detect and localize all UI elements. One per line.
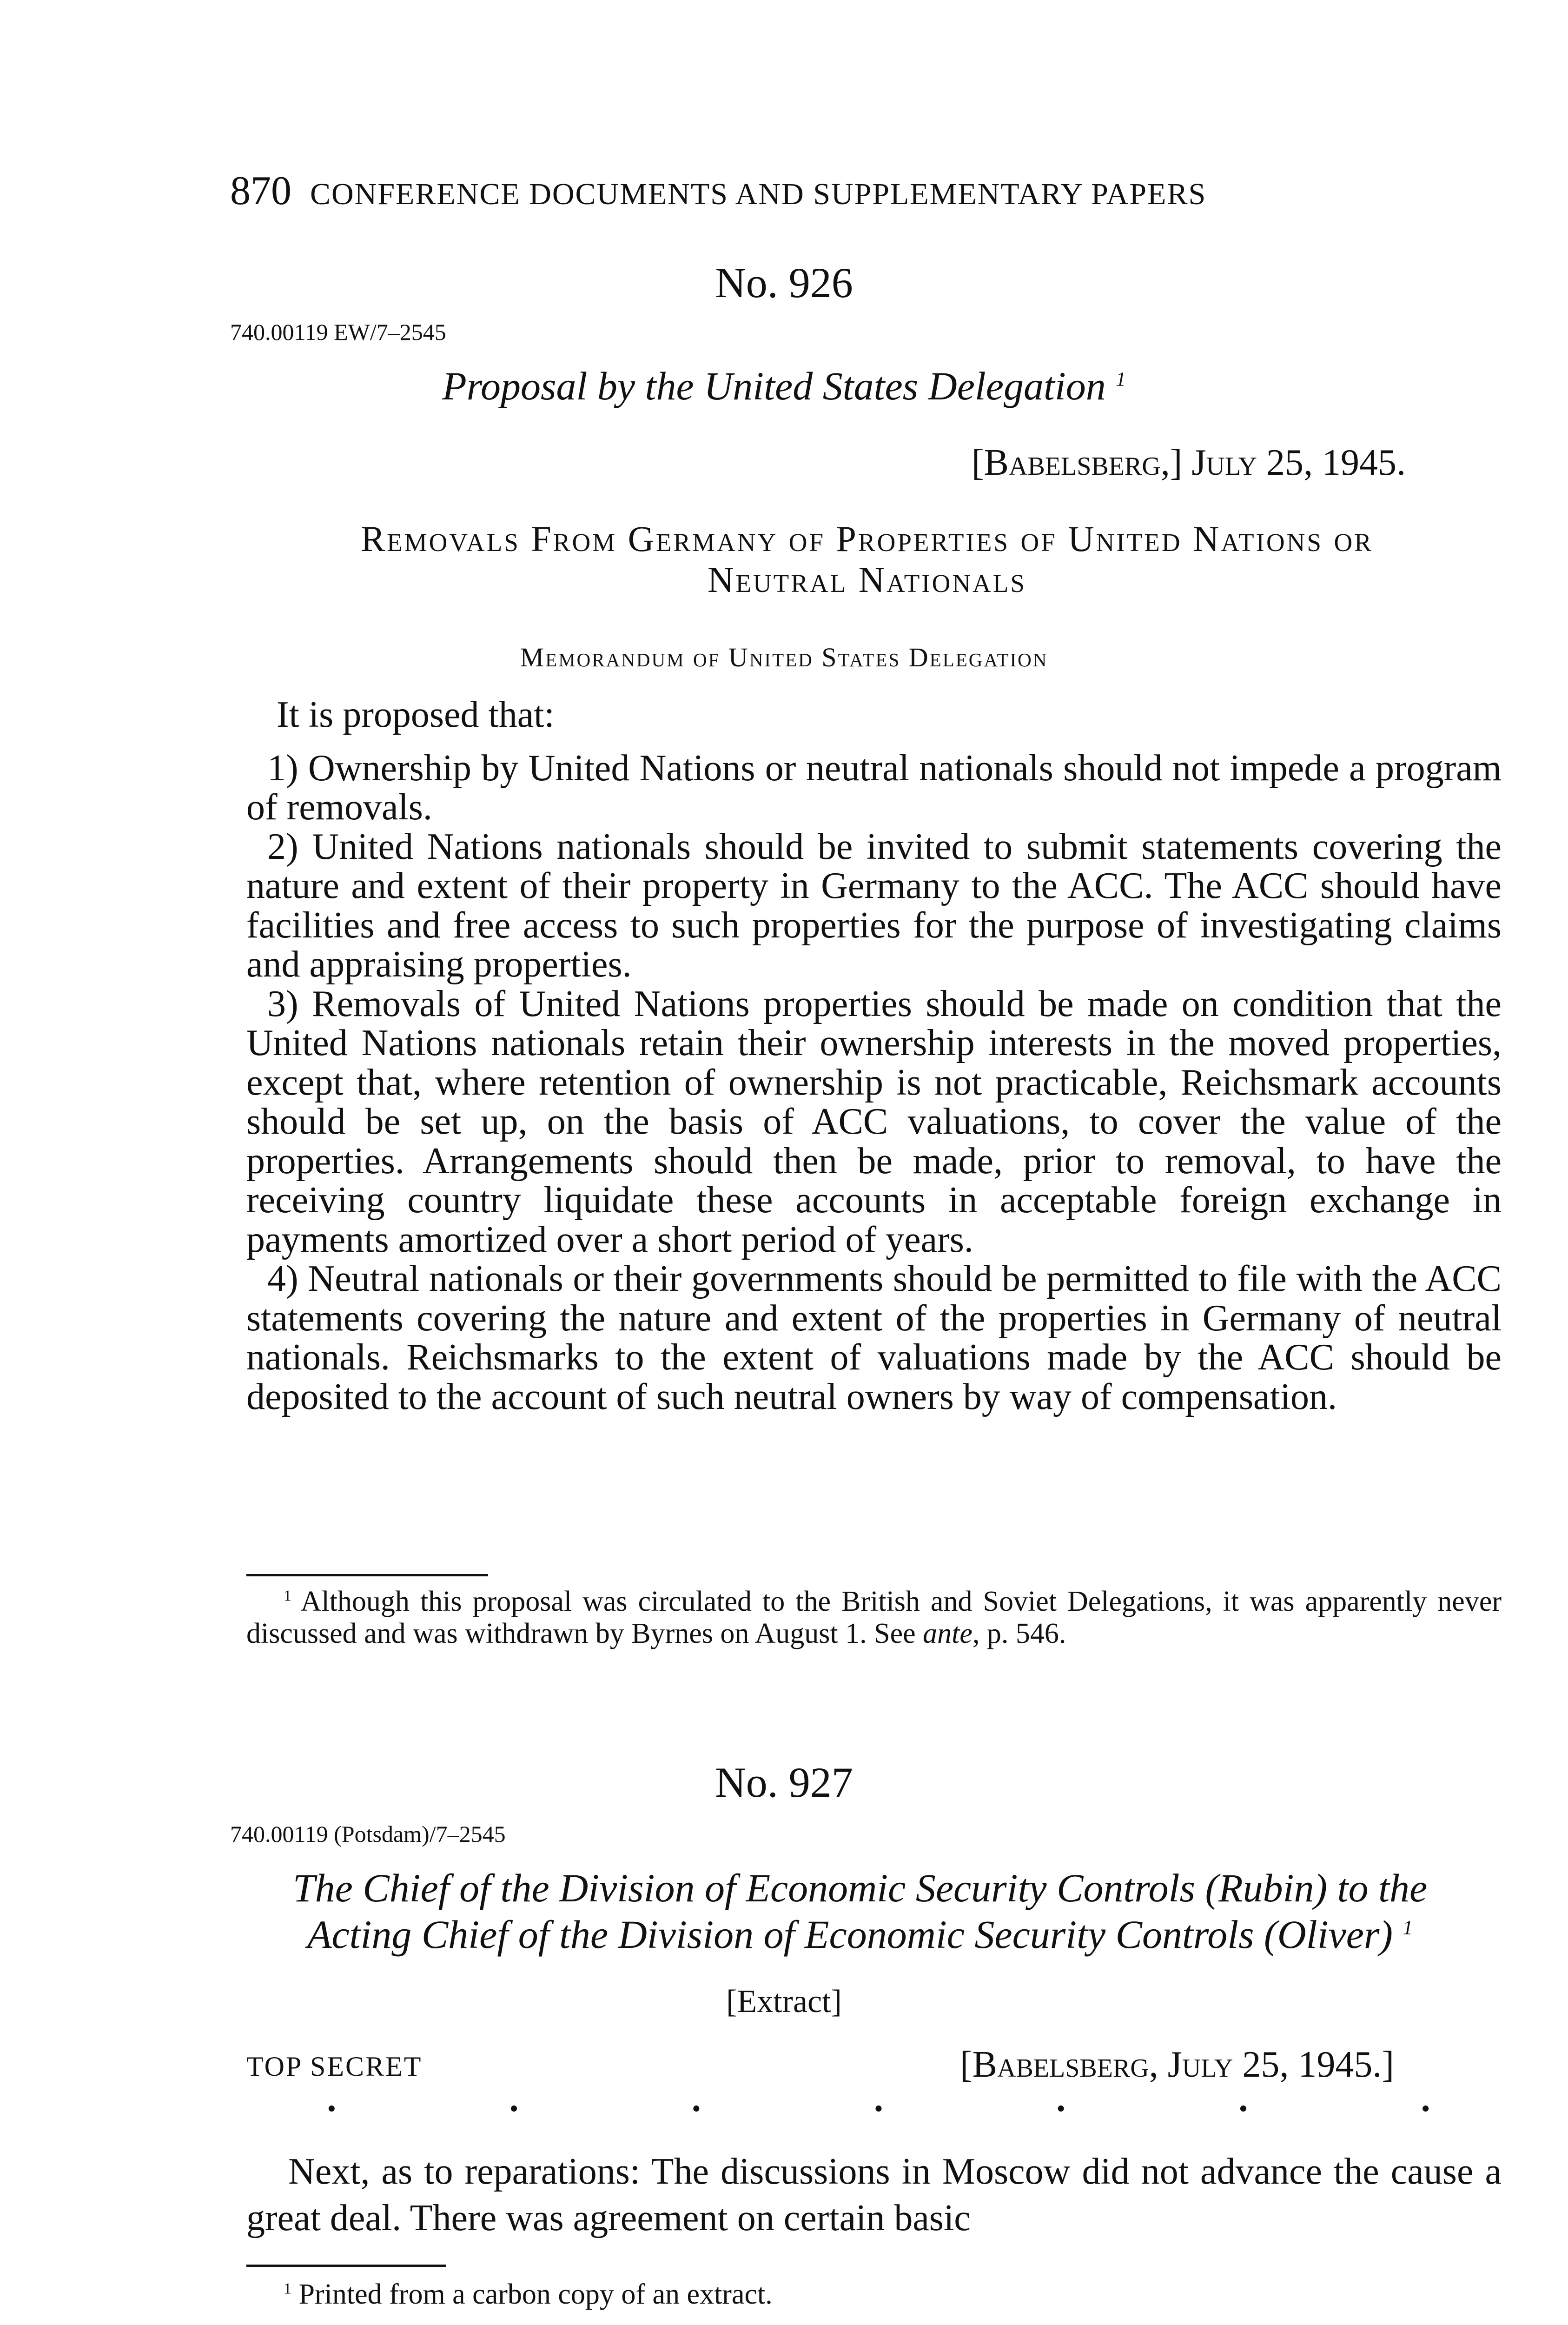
extract-label: [Extract] bbox=[726, 1984, 842, 2019]
heading-line-1: Removals From Germany of Properties of United Nations or bbox=[361, 518, 1373, 559]
footnote-marker: 1 bbox=[284, 1587, 292, 1605]
footnote-marker: 1 bbox=[284, 2280, 292, 2298]
document-number-927: No. 927 bbox=[715, 1759, 853, 1806]
ellipsis-dot: · bbox=[872, 2088, 885, 2129]
intro-line: It is proposed that: bbox=[277, 694, 555, 735]
file-reference-926: 740.00119 EW/7–2545 bbox=[230, 319, 446, 345]
footnote-text-end: , p. 546. bbox=[972, 1618, 1066, 1649]
dateline-926 bbox=[972, 442, 1406, 484]
classification-label: TOP SECRET bbox=[246, 2051, 423, 2082]
footnote-italic: ante bbox=[923, 1618, 973, 1649]
ellipsis-row bbox=[325, 2088, 1432, 2130]
paragraph-1: 1) Ownership by United Nations or neutral nationals should not impede a program of removals. bbox=[246, 747, 1502, 828]
dateline-927 bbox=[960, 2044, 1394, 2086]
footnote-927 bbox=[246, 2278, 1502, 2311]
footnote-rule-927 bbox=[246, 2265, 446, 2267]
ellipsis-dot: · bbox=[690, 2088, 703, 2129]
footnote-926 bbox=[246, 1586, 1502, 1650]
memorandum-heading bbox=[230, 518, 1504, 600]
heading-line-2: Neutral Nationals bbox=[708, 559, 1026, 600]
ellipsis-dot: · bbox=[325, 2088, 338, 2129]
body-text-927 bbox=[246, 2148, 1502, 2241]
title-line-2-text: Acting Chief of the Division of Economic Security Controls (Oliver) bbox=[307, 1912, 1393, 1957]
dateline-text: [Babelsberg,] July 25, 1945. bbox=[972, 442, 1406, 483]
file-reference-927: 740.00119 (Potsdam)/7–2545 bbox=[230, 1821, 506, 1847]
title-line-2 bbox=[209, 1911, 1511, 1958]
paragraph-2: 2) United Nations nationals should be invited to submit statements covering the nature and extent of their property in Germany to the ACC. The ACC should have facilities and free access to such properties for the purpose of investigating claims and appraising properties. bbox=[246, 826, 1502, 985]
footnote-text: Printed from a carbon copy of an extract. bbox=[298, 2278, 773, 2310]
footnote-rule-926 bbox=[246, 1574, 488, 1576]
body-text-926 bbox=[246, 695, 1502, 1416]
ellipsis-dot: · bbox=[1419, 2088, 1432, 2129]
footnote-paragraph bbox=[246, 2278, 1502, 2311]
footnote-paragraph bbox=[246, 1586, 1502, 1650]
document-title-926 bbox=[0, 363, 1568, 409]
paragraph-3: 3) Removals of United Nations properties should be made on condition that the United Nations nationals retain their ownership interests in the moved properties, except that, where retention of ownership is not practicable, Reichsmark accounts should be set up, on the basis of ACC valuations, to cover the value of the properties. Arrangements should then be made, prior to removal, to have the receiving country liquidate these accounts in acceptable foreign exchange in payments amortized over a short period of years. bbox=[246, 983, 1502, 1260]
ellipsis-dot: · bbox=[1237, 2088, 1250, 2129]
document-title-927 bbox=[209, 1865, 1511, 1958]
title-line-1: The Chief of the Division of Economic Security Controls (Rubin) to the bbox=[292, 1866, 1428, 1910]
ellipsis-dot: · bbox=[508, 2088, 520, 2129]
title-text: Proposal by the United States Delegation bbox=[442, 364, 1106, 408]
footnote-marker: 1 bbox=[1403, 1917, 1413, 1939]
footnote-marker: 1 bbox=[1116, 368, 1126, 391]
body-paragraph: Next, as to reparations: The discussions in Moscow did not advance the cause a great deal. There was agreement on certain basic bbox=[246, 2151, 1502, 2239]
page-number: 870 bbox=[230, 168, 291, 213]
memorandum-subheading: Memorandum of United States Delegation bbox=[520, 642, 1048, 672]
document-number-926: No. 926 bbox=[715, 259, 853, 306]
running-head bbox=[230, 167, 1485, 214]
dateline-text: [Babelsberg, July 25, 1945.] bbox=[960, 2044, 1394, 2085]
footnote-text-start: Although this proposal was circulated to the British and Soviet Delegations, it was apparently never discussed and was withdrawn by Byrnes on August 1. See bbox=[246, 1586, 1502, 1649]
paragraph-4: 4) Neutral nationals or their governments should be permitted to file with the ACC statements covering the nature and extent of the properties in Germany of neutral nationals. Reichsmarks to the extent of valuations made by the ACC should be deposited to the account of such neutral owners by way of compensation. bbox=[246, 1258, 1502, 1417]
ellipsis-dot: · bbox=[1054, 2088, 1067, 2129]
running-title: CONFERENCE DOCUMENTS AND SUPPLEMENTARY PAPERS bbox=[310, 177, 1207, 211]
